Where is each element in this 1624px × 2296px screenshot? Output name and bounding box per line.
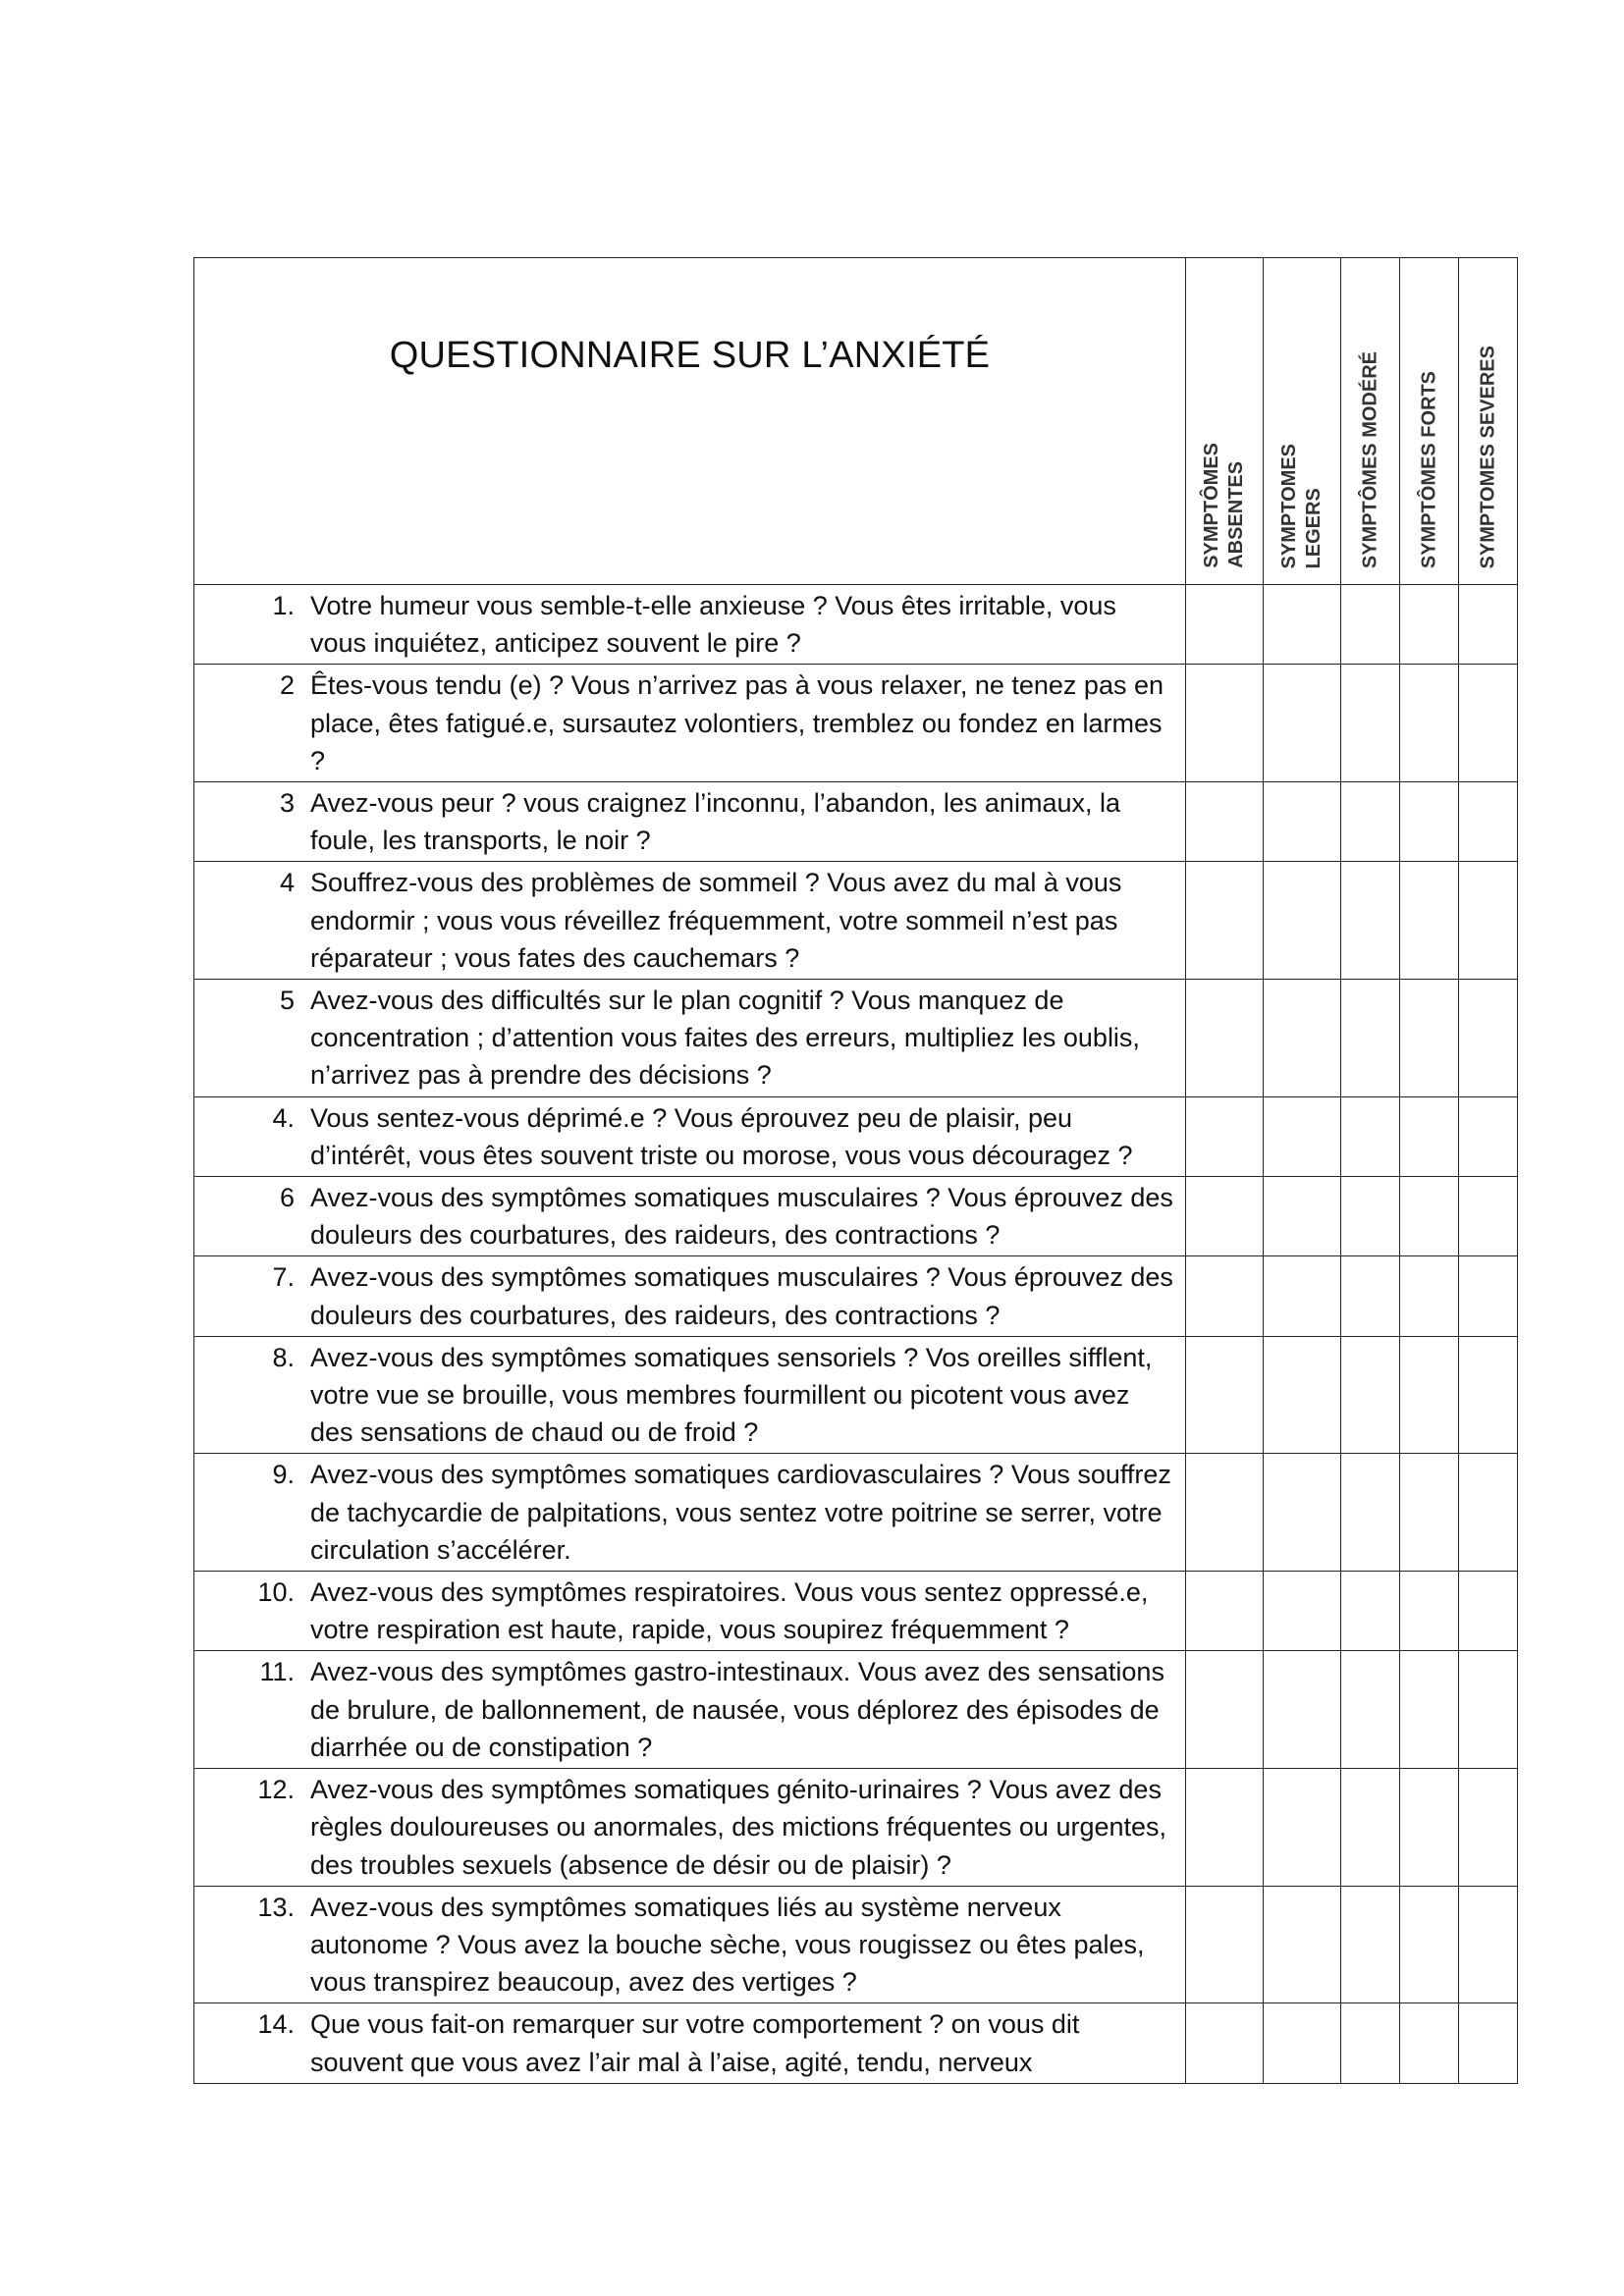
answer-box-severes[interactable] xyxy=(1459,1651,1518,1769)
answer-box-absentes[interactable] xyxy=(1186,782,1264,862)
answer-box-absentes[interactable] xyxy=(1186,1336,1264,1454)
answer-box-severes[interactable] xyxy=(1459,1572,1518,1651)
answer-box-severes[interactable] xyxy=(1459,1336,1518,1454)
answer-box-modere[interactable] xyxy=(1341,1177,1400,1256)
question-text: Avez-vous des symptômes somatiques sensoriels ? Vos oreilles sifflent, votre vue se brouille, vous membres fourmillent ou picotent vous avez des sensations de chaud ou de froid ? xyxy=(310,1342,1153,1448)
table-row xyxy=(194,1177,1518,1256)
column-label-absentes: SYMPTÔMES ABSENTES xyxy=(1201,443,1247,568)
answer-box-absentes[interactable] xyxy=(1186,2003,1264,2083)
question-content xyxy=(194,864,1185,977)
question-content xyxy=(194,784,1185,859)
answer-box-severes[interactable] xyxy=(1459,1454,1518,1572)
answer-box-forts[interactable] xyxy=(1400,1336,1459,1454)
answer-box-modere[interactable] xyxy=(1341,862,1400,980)
question-text: Votre humeur vous semble-t-elle anxieuse ? Vous êtes irritable, vous vous inquiétez, anticipez souvent le pire ? xyxy=(310,591,1116,659)
table-row xyxy=(194,1336,1518,1454)
answer-box-modere[interactable] xyxy=(1341,1886,1400,2003)
question-cell xyxy=(194,585,1186,665)
question-content xyxy=(194,587,1185,662)
answer-box-legers[interactable] xyxy=(1264,1177,1341,1256)
answer-box-absentes[interactable] xyxy=(1186,665,1264,782)
answer-box-forts[interactable] xyxy=(1400,1177,1459,1256)
question-cell xyxy=(194,1572,1186,1651)
question-cell xyxy=(194,2003,1186,2083)
answer-box-severes[interactable] xyxy=(1459,665,1518,782)
column-label-legers: SYMPTOMES LEGERS xyxy=(1278,443,1325,568)
answer-box-modere[interactable] xyxy=(1341,665,1400,782)
table-row xyxy=(194,980,1518,1097)
question-content xyxy=(194,1771,1185,1884)
question-text: Avez-vous des symptômes somatiques cardiovasculaires ? Vous souffrez de tachycardie de palpitations, vous sentez votre poitrine se serrer, votre circulation s’accélérer. xyxy=(310,1460,1171,1565)
question-cell xyxy=(194,1096,1186,1176)
table-row xyxy=(194,862,1518,980)
answer-box-modere[interactable] xyxy=(1341,1454,1400,1572)
answer-box-modere[interactable] xyxy=(1341,1256,1400,1336)
answer-box-forts[interactable] xyxy=(1400,585,1459,665)
question-cell xyxy=(194,782,1186,862)
header-row xyxy=(194,258,1518,585)
question-cell xyxy=(194,1886,1186,2003)
question-text: Avez-vous des symptômes somatiques génito-urinaires ? Vous avez des règles douloureuses ou anormales, des mictions fréquentes ou urgentes, des troubles sexuels (absence de désir ou de plaisir) ? xyxy=(310,1775,1167,1880)
answer-box-legers[interactable] xyxy=(1264,1336,1341,1454)
answer-box-modere[interactable] xyxy=(1341,1769,1400,1887)
table-row xyxy=(194,2003,1518,2083)
column-label-forts: SYMPTÔMES FORTS xyxy=(1418,370,1439,568)
page-title: QUESTIONNAIRE SUR L’ANXIÉTÉ xyxy=(389,335,991,376)
answer-box-legers[interactable] xyxy=(1264,1651,1341,1769)
question-number: 3 xyxy=(279,788,295,819)
answer-box-severes[interactable] xyxy=(1459,1096,1518,1176)
column-header-legers xyxy=(1264,258,1341,585)
question-text: Êtes-vous tendu (e) ? Vous n’arrivez pas à vous relaxer, ne tenez pas en place, êtes fatigué.e, sursautez volontiers, tremblez ou fondez en larmes ? xyxy=(310,670,1164,775)
answer-box-severes[interactable] xyxy=(1459,782,1518,862)
table-row xyxy=(194,1256,1518,1336)
column-label-severes: SYMPTOMES SEVERES xyxy=(1477,345,1498,568)
answer-box-forts[interactable] xyxy=(1400,1454,1459,1572)
answer-box-severes[interactable] xyxy=(1459,585,1518,665)
question-content xyxy=(194,2005,1185,2080)
answer-box-legers[interactable] xyxy=(1264,980,1341,1097)
answer-box-legers[interactable] xyxy=(1264,862,1341,980)
question-cell xyxy=(194,665,1186,782)
answer-box-forts[interactable] xyxy=(1400,1651,1459,1769)
question-text: Avez-vous des symptômes respiratoires. Vous vous sentez oppressé.e, votre respiration est haute, rapide, vous soupirez fréquemment ? xyxy=(310,1577,1149,1645)
answer-box-severes[interactable] xyxy=(1459,862,1518,980)
table-row xyxy=(194,585,1518,665)
answer-box-legers[interactable] xyxy=(1264,585,1341,665)
column-header-modere xyxy=(1341,258,1400,585)
table-row xyxy=(194,782,1518,862)
answer-box-absentes[interactable] xyxy=(1186,1651,1264,1769)
answer-box-absentes[interactable] xyxy=(1186,862,1264,980)
question-text: Avez-vous des symptômes gastro-intestinaux. Vous avez des sensations de brulure, de ballonnement, de nausée, vous déplorez des épisodes de diarrhée ou de constipation ? xyxy=(310,1657,1164,1762)
question-number: 2 xyxy=(279,670,295,701)
column-label-modere: SYMPTÔMES MODÉRÉ xyxy=(1359,350,1380,568)
answer-box-forts[interactable] xyxy=(1400,1256,1459,1336)
answer-box-severes[interactable] xyxy=(1459,980,1518,1097)
answer-box-legers[interactable] xyxy=(1264,1256,1341,1336)
answer-box-severes[interactable] xyxy=(1459,1256,1518,1336)
answer-box-forts[interactable] xyxy=(1400,2003,1459,2083)
question-content xyxy=(194,1179,1185,1254)
answer-box-absentes[interactable] xyxy=(1186,1769,1264,1887)
answer-box-absentes[interactable] xyxy=(1186,1096,1264,1176)
table-row xyxy=(194,1769,1518,1887)
questionnaire-sheet xyxy=(193,257,1517,2084)
answer-box-forts[interactable] xyxy=(1400,980,1459,1097)
answer-box-forts[interactable] xyxy=(1400,1096,1459,1176)
answer-box-modere[interactable] xyxy=(1341,980,1400,1097)
question-cell xyxy=(194,1651,1186,1769)
answer-box-forts[interactable] xyxy=(1400,1769,1459,1887)
answer-box-forts[interactable] xyxy=(1400,665,1459,782)
answer-box-forts[interactable] xyxy=(1400,1572,1459,1651)
table-row xyxy=(194,1886,1518,2003)
question-number: 7. xyxy=(272,1262,295,1293)
question-number: 9. xyxy=(272,1460,295,1490)
question-cell xyxy=(194,980,1186,1097)
answer-box-modere[interactable] xyxy=(1341,1096,1400,1176)
question-content xyxy=(194,982,1185,1095)
question-number: 8. xyxy=(272,1342,295,1372)
question-cell xyxy=(194,1454,1186,1572)
table-row xyxy=(194,665,1518,782)
question-content xyxy=(194,667,1185,779)
table-row xyxy=(194,1572,1518,1651)
question-number: 5 xyxy=(279,986,295,1016)
question-number: 4. xyxy=(272,1102,295,1133)
question-content xyxy=(194,1574,1185,1648)
question-number: 13. xyxy=(257,1892,295,1922)
answer-box-severes[interactable] xyxy=(1459,1886,1518,2003)
question-number: 1. xyxy=(272,591,295,620)
question-cell xyxy=(194,1336,1186,1454)
table-row xyxy=(194,1651,1518,1769)
answer-box-legers[interactable] xyxy=(1264,1886,1341,2003)
answer-box-absentes[interactable] xyxy=(1186,1886,1264,2003)
question-text: Avez-vous peur ? vous craignez l’inconnu, l’abandon, les animaux, la foule, les transports, le noir ? xyxy=(310,788,1120,856)
answer-box-modere[interactable] xyxy=(1341,1651,1400,1769)
question-content xyxy=(194,1889,1185,2002)
question-text: Avez-vous des difficultés sur le plan cognitif ? Vous manquez de concentration ; d’attention vous faites des erreurs, multipliez les oublis, n’arrivez pas à prendre des décisions ? xyxy=(310,986,1140,1091)
column-header-severes xyxy=(1459,258,1518,585)
title-cell xyxy=(194,258,1186,585)
answer-box-absentes[interactable] xyxy=(1186,1177,1264,1256)
answer-box-severes[interactable] xyxy=(1459,1769,1518,1887)
table-row xyxy=(194,1096,1518,1176)
question-number: 10. xyxy=(257,1577,295,1608)
question-text: Avez-vous des symptômes somatiques liés au système nerveux autonome ? Vous avez la bouche sèche, vous rougissez ou êtes pales, vous transpirez beaucoup, avez des vertiges ? xyxy=(310,1892,1145,1998)
question-number: 11. xyxy=(259,1657,295,1687)
answer-box-legers[interactable] xyxy=(1264,1769,1341,1887)
answer-box-forts[interactable] xyxy=(1400,782,1459,862)
answer-box-legers[interactable] xyxy=(1264,782,1341,862)
answer-box-legers[interactable] xyxy=(1264,1096,1341,1176)
question-cell xyxy=(194,1177,1186,1256)
question-content xyxy=(194,1258,1185,1333)
answer-box-modere[interactable] xyxy=(1341,1572,1400,1651)
answer-box-absentes[interactable] xyxy=(1186,1256,1264,1336)
column-header-forts xyxy=(1400,258,1459,585)
answer-box-legers[interactable] xyxy=(1264,665,1341,782)
answer-box-modere[interactable] xyxy=(1341,782,1400,862)
answer-box-legers[interactable] xyxy=(1264,1572,1341,1651)
column-header-absentes xyxy=(1186,258,1264,585)
question-number: 14. xyxy=(257,2009,295,2040)
answer-box-modere[interactable] xyxy=(1341,585,1400,665)
question-cell xyxy=(194,1769,1186,1887)
question-content xyxy=(194,1456,1185,1569)
answer-box-absentes[interactable] xyxy=(1186,1572,1264,1651)
question-number: 12. xyxy=(257,1775,295,1805)
answer-box-severes[interactable] xyxy=(1459,1177,1518,1256)
answer-box-legers[interactable] xyxy=(1264,2003,1341,2083)
answer-box-absentes[interactable] xyxy=(1186,585,1264,665)
answer-box-severes[interactable] xyxy=(1459,2003,1518,2083)
question-text: Souffrez-vous des problèmes de sommeil ? Vous avez du mal à vous endormir ; vous vous réveillez fréquemment, votre sommeil n’est pas réparateur ; vous fates des cauchemars ? xyxy=(310,868,1122,973)
question-number: 4 xyxy=(279,868,295,898)
question-text: Que vous fait-on remarquer sur votre comportement ? on vous dit souvent que vous avez l’air mal à l’aise, agité, tendu, nerveux xyxy=(310,2009,1080,2077)
answer-box-absentes[interactable] xyxy=(1186,980,1264,1097)
questionnaire-table xyxy=(193,257,1518,2084)
question-cell xyxy=(194,1256,1186,1336)
answer-box-forts[interactable] xyxy=(1400,862,1459,980)
question-text: Avez-vous des symptômes somatiques musculaires ? Vous éprouvez des douleurs des courbatures, des raideurs, des contractions ? xyxy=(310,1262,1173,1330)
answer-box-absentes[interactable] xyxy=(1186,1454,1264,1572)
question-text: Avez-vous des symptômes somatiques musculaires ? Vous éprouvez des douleurs des courbatures, des raideurs, des contractions ? xyxy=(310,1183,1173,1251)
questions-body xyxy=(194,585,1518,2084)
table-row xyxy=(194,1454,1518,1572)
question-content xyxy=(194,1099,1185,1174)
question-content xyxy=(194,1653,1185,1766)
question-cell xyxy=(194,862,1186,980)
answer-box-forts[interactable] xyxy=(1400,1886,1459,2003)
answer-box-legers[interactable] xyxy=(1264,1454,1341,1572)
question-number: 6 xyxy=(279,1183,295,1213)
question-content xyxy=(194,1339,1185,1452)
answer-box-modere[interactable] xyxy=(1341,1336,1400,1454)
question-text: Vous sentez-vous déprimé.e ? Vous éprouvez peu de plaisir, peu d’intérêt, vous êtes souvent triste ou morose, vous vous découragez ? xyxy=(310,1102,1133,1170)
answer-box-modere[interactable] xyxy=(1341,2003,1400,2083)
